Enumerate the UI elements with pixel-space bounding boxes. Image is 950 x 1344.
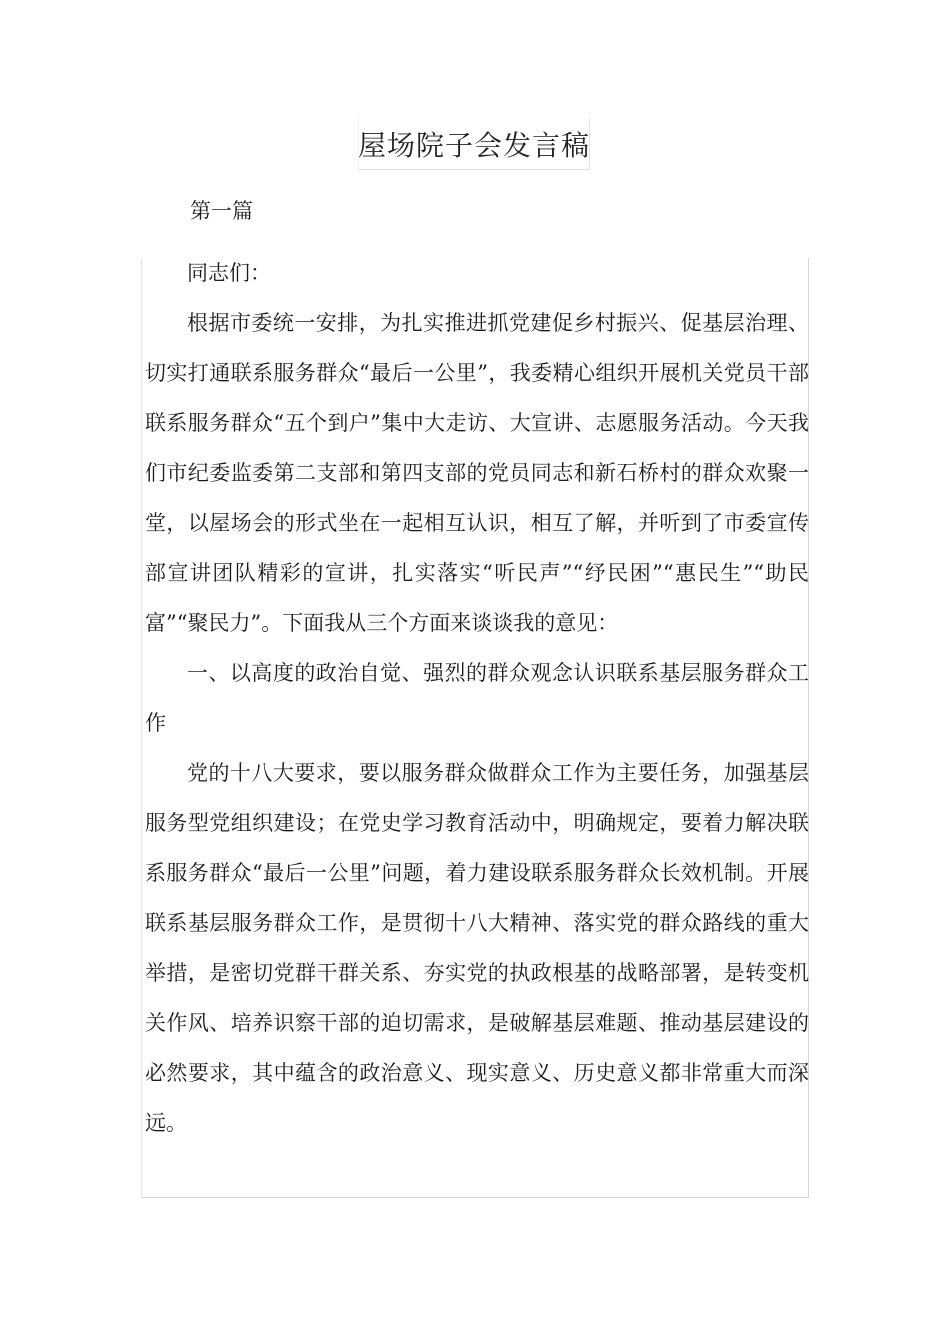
intro-paragraph: 根据市委统一安排，为扎实推进抓党建促乡村振兴、促基层治理、切实打通联系服务群众“最后一公里”，我委精心组织开展机关党员干部联系服务群众“五个到户”集中大走访、大宣讲、志愿服务活动。今天我们市纪委监委第二支部和第四支部的党员同志和新石桥村的群众欢聚一堂，以屋场会的形式坐在一起相互认识，相互了解，并听到了市委宣传部宣讲团队精彩的宣讲，扎实落实“听民声”“纾民困”“惠民生”“助民富”“聚民力”。下面我从三个方面来谈谈我的意见： — [145, 311, 809, 635]
document-title: 屋场院子会发言稿 — [358, 128, 591, 162]
title-box — [358, 118, 590, 170]
section-heading-paragraph: 一、以高度的政治自觉、强烈的群众观念认识联系基层服务群众工作 — [145, 661, 809, 735]
body-paragraph: 党的十八大要求，要以服务群众做群众工作为主要任务，加强基层服务型党组织建设；在党史学习教育活动中，明确规定，要着力解决联系服务群众“最后一公里”问题，着力建设联系服务群众长效机制。开展联系基层服务群众工作，是贯彻十八大精神、落实党的群众路线的重大举措，是密切党群干群关系、夯实党的执政根基的战略部署，是转变机关作风、培养识察干部的迫切需求，是破解基层难题、推动基层建设的必然要求，其中蕴含的政治意义、现实意义、历史意义都非常重大而深远。 — [145, 761, 809, 1135]
document-body — [145, 248, 809, 1148]
salutation-paragraph: 同志们： — [187, 261, 271, 285]
section-label: 第一篇 — [190, 199, 253, 223]
